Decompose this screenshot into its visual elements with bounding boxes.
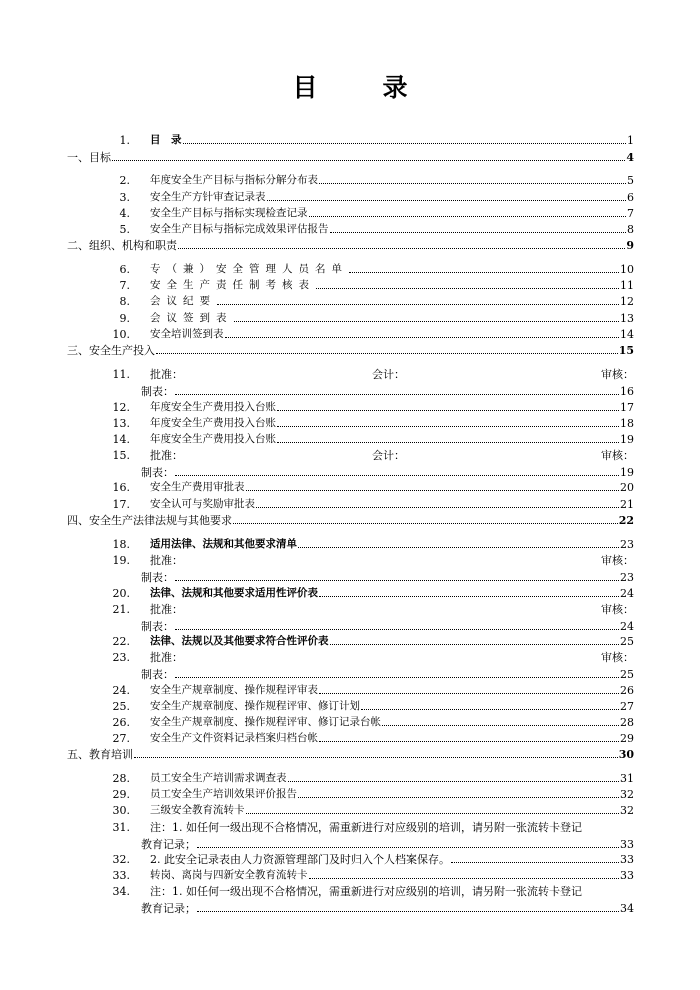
toc-leader	[234, 321, 620, 322]
toc-leader	[178, 248, 625, 249]
toc-leader	[175, 629, 619, 630]
toc-page-number: 4	[626, 151, 634, 164]
toc-entry-title: 制表：	[141, 385, 174, 398]
toc-page-number: 11	[620, 279, 634, 292]
toc-entry-title: 安全认可与奖励审批表	[150, 498, 255, 510]
toc-entry-number: 32.	[112, 853, 130, 866]
toc-note-line: 注：1. 如任何一级出现不合格情况，需重新进行对应级别的培训，请另附一张流转卡登记	[150, 885, 582, 898]
toc-entry-number: 34.	[112, 885, 130, 898]
toc-page-number: 6	[627, 191, 634, 204]
toc-leader	[319, 741, 619, 742]
toc-entry-number: 6.	[119, 263, 130, 276]
toc-page-number: 28	[620, 716, 634, 729]
toc-field-approve: 批准：	[150, 651, 183, 664]
toc-leader	[175, 475, 619, 476]
toc-section-title: 一、目标	[67, 151, 111, 164]
toc-entry-row[interactable]	[150, 190, 634, 204]
toc-field-approve: 批准：	[150, 449, 183, 462]
toc-field-approve: 批准：	[150, 554, 183, 567]
toc-page-number: 1	[627, 134, 634, 147]
toc-page-number: 10	[620, 263, 634, 276]
toc-entry-number: 16.	[112, 481, 130, 494]
toc-page-number: 27	[620, 700, 634, 713]
toc-entry-row[interactable]	[150, 416, 634, 430]
toc-field-review: 审核：	[601, 603, 634, 616]
toc-page-number: 31	[620, 772, 634, 785]
toc-field-approve: 批准：	[150, 368, 183, 381]
toc-leader	[112, 160, 625, 161]
toc-entry-title: 员工安全生产培训效果评价报告	[150, 788, 297, 800]
toc-leader	[330, 232, 627, 233]
toc-page-number: 25	[620, 668, 634, 681]
toc-entry-row[interactable]	[150, 400, 634, 414]
toc-leader	[217, 304, 619, 305]
toc-entry-row[interactable]	[150, 537, 634, 551]
toc-page-number: 13	[620, 312, 634, 325]
toc-entry-title: 制表：	[141, 620, 174, 633]
toc-leader	[246, 813, 620, 814]
page-title: 目 录	[292, 73, 428, 102]
toc-leader	[361, 709, 619, 710]
toc-page-number: 33	[620, 853, 634, 866]
toc-entry-number: 28.	[112, 772, 130, 785]
toc-section-row[interactable]	[67, 150, 634, 164]
toc-leader	[316, 288, 619, 289]
toc-entry-row[interactable]	[150, 787, 634, 801]
toc-entry-title: 安全生产目标与指标实现检查记录	[150, 207, 308, 219]
toc-section-row[interactable]	[67, 238, 634, 252]
toc-entry-row[interactable]	[150, 294, 634, 308]
toc-section-title: 三、安全生产投入	[67, 344, 155, 357]
toc-entry-number: 18.	[112, 538, 130, 551]
toc-entry-number: 23.	[112, 651, 130, 664]
toc-entry-title: 2. 此安全记录表由人力资源管理部门及时归入个人档案保存。	[150, 853, 450, 866]
toc-field-review: 审核：	[601, 554, 634, 567]
toc-leader	[451, 862, 619, 863]
toc-section-row[interactable]	[67, 343, 634, 357]
toc-leader	[267, 200, 627, 201]
toc-leader	[277, 410, 619, 411]
toc-section-title: 四、安全生产法律法规与其他要求	[67, 514, 232, 527]
toc-leader	[330, 644, 620, 645]
toc-entry-number: 5.	[119, 223, 130, 236]
toc-entry-number: 11.	[112, 368, 130, 381]
toc-entry-row[interactable]	[150, 731, 634, 745]
toc-entry-row[interactable]	[150, 699, 634, 713]
toc-entry-title: 安全生产责任制考核表	[150, 279, 315, 291]
toc-entry-number: 13.	[112, 417, 130, 430]
toc-entry-number: 29.	[112, 788, 130, 801]
toc-leader	[319, 596, 619, 597]
toc-entry-title: 专（兼）安全管理人员名单	[150, 263, 348, 275]
toc-entry-row[interactable]	[141, 901, 634, 915]
toc-page-number: 23	[620, 538, 634, 551]
toc-page-number: 20	[620, 481, 634, 494]
toc-field-review: 审核：	[601, 368, 634, 381]
toc-leader	[319, 693, 619, 694]
toc-field-approve: 批准：	[150, 603, 183, 616]
toc-leader	[309, 878, 620, 879]
toc-entry-number: 25.	[112, 700, 130, 713]
toc-leader	[309, 216, 627, 217]
toc-entry-title: 安全生产规章制度、操作规程评审表	[150, 684, 318, 696]
toc-section-row[interactable]	[67, 513, 634, 527]
toc-page-number: 8	[627, 223, 634, 236]
toc-entry-title: 教育记录；	[141, 902, 196, 915]
toc-page-number: 15	[618, 344, 634, 357]
toc-entry-title: 安全生产费用审批表	[150, 481, 245, 493]
toc-entry-title: 安全生产目标与指标完成效果评估报告	[150, 223, 329, 235]
toc-leader	[382, 725, 619, 726]
toc-leader	[298, 547, 619, 548]
toc-entry-title: 安全生产规章制度、操作规程评审、修订计划	[150, 700, 360, 712]
toc-page-number: 7	[627, 207, 634, 220]
toc-entry-row[interactable]	[150, 586, 634, 600]
toc-entry-title: 安全生产文件资料记录档案归档台帐	[150, 732, 318, 744]
toc-entry-row[interactable]	[150, 173, 634, 187]
toc-page-number: 19	[620, 433, 634, 446]
toc-entry-row[interactable]	[150, 868, 634, 882]
toc-page-number: 33	[620, 869, 634, 882]
toc-entry-row[interactable]	[150, 432, 634, 446]
toc-page-number: 22	[618, 514, 634, 527]
toc-leader	[175, 394, 619, 395]
toc-entry-title: 年度安全生产费用投入台账	[150, 417, 276, 429]
toc-entry-title: 年度安全生产目标与指标分解分布表	[150, 174, 318, 186]
toc-page-number: 24	[620, 620, 634, 633]
toc-page-number: 24	[620, 587, 634, 600]
toc-entry-row[interactable]	[150, 803, 634, 817]
toc-entry-number: 21.	[112, 603, 130, 616]
toc-entry-row[interactable]	[141, 837, 634, 851]
toc-entry-row[interactable]	[150, 222, 634, 236]
toc-leader	[298, 797, 619, 798]
toc-entry-row[interactable]	[141, 570, 634, 584]
toc-entry-title: 年度安全生产费用投入台账	[150, 401, 276, 413]
toc-page-number: 23	[620, 571, 634, 584]
toc-entry-number: 20.	[112, 587, 130, 600]
toc-entry-number: 12.	[112, 401, 130, 414]
toc-page-number: 5	[627, 174, 634, 187]
toc-entry-number: 2.	[119, 174, 130, 187]
toc-page-number: 12	[620, 295, 634, 308]
toc-entry-title: 法律、法规和其他要求适用性评价表	[150, 587, 318, 599]
toc-entry-title: 转岗、离岗与四新安全教育流转卡	[150, 869, 308, 881]
toc-field-accountant: 会计：	[372, 368, 405, 381]
toc-entry-number: 22.	[112, 635, 130, 648]
toc-entry-title: 会议签到表	[150, 312, 233, 324]
toc-entry-title: 安全培训签到表	[150, 328, 224, 340]
toc-entry-title: 会议纪要	[150, 295, 216, 307]
toc-entry-row[interactable]	[141, 667, 634, 681]
toc-entry-row[interactable]	[150, 278, 634, 292]
toc-leader	[256, 507, 619, 508]
toc-leader	[183, 143, 627, 144]
toc-leader	[197, 911, 619, 912]
toc-page-number: 9	[626, 239, 634, 252]
toc-entry-number: 27.	[112, 732, 130, 745]
toc-leader	[288, 781, 620, 782]
toc-leader	[349, 272, 619, 273]
toc-field-accountant: 会计：	[372, 449, 405, 462]
toc-entry-row[interactable]	[150, 262, 634, 276]
toc-page-number: 17	[620, 401, 634, 414]
toc-section-row[interactable]	[67, 747, 634, 761]
toc-entry-number: 4.	[119, 207, 130, 220]
toc-note-line: 注：1. 如任何一级出现不合格情况，需重新进行对应级别的培训，请另附一张流转卡登记	[150, 821, 582, 834]
toc-entry-row[interactable]	[150, 480, 634, 494]
toc-entry-number: 30.	[112, 804, 130, 817]
toc-leader	[175, 677, 619, 678]
toc-entry-row[interactable]	[150, 715, 634, 729]
toc-entry-row[interactable]	[141, 465, 634, 479]
toc-field-review: 审核：	[601, 651, 634, 664]
toc-page-number: 25	[620, 635, 634, 648]
toc-page-number: 19	[620, 466, 634, 479]
toc-entry-title: 员工安全生产培训需求调查表	[150, 772, 287, 784]
toc-entry-number: 24.	[112, 684, 130, 697]
toc-entry-number: 14.	[112, 433, 130, 446]
toc-page-number: 14	[620, 328, 634, 341]
toc-section-title: 二、组织、机构和职责	[67, 239, 177, 252]
toc-page-number: 21	[620, 498, 634, 511]
toc-entry-title: 制表：	[141, 571, 174, 584]
toc-entry-number: 8.	[119, 295, 130, 308]
toc-entry-title: 制表：	[141, 466, 174, 479]
toc-page-number: 16	[620, 385, 634, 398]
toc-entry-row[interactable]	[141, 619, 634, 633]
toc-page-number: 29	[620, 732, 634, 745]
toc-entry-number: 17.	[112, 498, 130, 511]
toc-leader	[246, 490, 620, 491]
toc-entry-row[interactable]	[150, 852, 634, 866]
toc-field-review: 审核：	[601, 449, 634, 462]
toc-entry-number: 3.	[119, 191, 130, 204]
toc-entry-number: 19.	[112, 554, 130, 567]
toc-entry-row[interactable]	[150, 206, 634, 220]
toc-entry-row[interactable]	[150, 634, 634, 648]
toc-entry-row[interactable]	[150, 683, 634, 697]
toc-entry-title: 制表：	[141, 668, 174, 681]
toc-leader	[134, 757, 618, 758]
toc-entry-number: 1.	[119, 134, 130, 147]
toc-leader	[233, 523, 618, 524]
toc-leader	[156, 353, 618, 354]
toc-entry-number: 7.	[119, 279, 130, 292]
toc-entry-number: 31.	[112, 821, 130, 834]
toc-entry-row[interactable]	[150, 311, 634, 325]
toc-entry-title: 年度安全生产费用投入台账	[150, 433, 276, 445]
toc-leader	[225, 337, 620, 338]
toc-entry-title: 适用法律、法规和其他要求清单	[150, 538, 297, 550]
toc-entry-title: 安全生产规章制度、操作规程评审、修订记录台帐	[150, 716, 381, 728]
toc-entry-row[interactable]	[150, 771, 634, 785]
toc-entry-number: 33.	[112, 869, 130, 882]
toc-leader	[197, 847, 619, 848]
toc-entry-title: 法律、法规以及其他要求符合性评价表	[150, 635, 329, 647]
toc-entry-title: 教育记录；	[141, 838, 196, 851]
toc-page-number: 34	[620, 902, 634, 915]
toc-entry-row[interactable]	[150, 133, 634, 147]
toc-entry-title: 安全生产方针审查记录表	[150, 191, 266, 203]
toc-entry-row[interactable]	[150, 327, 634, 341]
toc-entry-number: 26.	[112, 716, 130, 729]
toc-entry-number: 15.	[112, 449, 130, 462]
toc-page-number: 33	[620, 838, 634, 851]
toc-page-number: 26	[620, 684, 634, 697]
toc-entry-row[interactable]	[141, 384, 634, 398]
toc-entry-title: 三级安全教育流转卡	[150, 804, 245, 816]
toc-leader	[319, 183, 626, 184]
toc-page-number: 18	[620, 417, 634, 430]
toc-page-number: 32	[620, 804, 634, 817]
toc-entry-number: 10.	[112, 328, 130, 341]
toc-section-title: 五、教育培训	[67, 748, 133, 761]
toc-leader	[277, 442, 619, 443]
toc-entry-number: 9.	[119, 312, 130, 325]
toc-leader	[175, 580, 619, 581]
toc-entry-title: 目 录	[150, 134, 182, 146]
toc-entry-row[interactable]	[150, 497, 634, 511]
toc-page-number: 30	[618, 748, 634, 761]
toc-page-number: 32	[620, 788, 634, 801]
toc-leader	[277, 426, 619, 427]
